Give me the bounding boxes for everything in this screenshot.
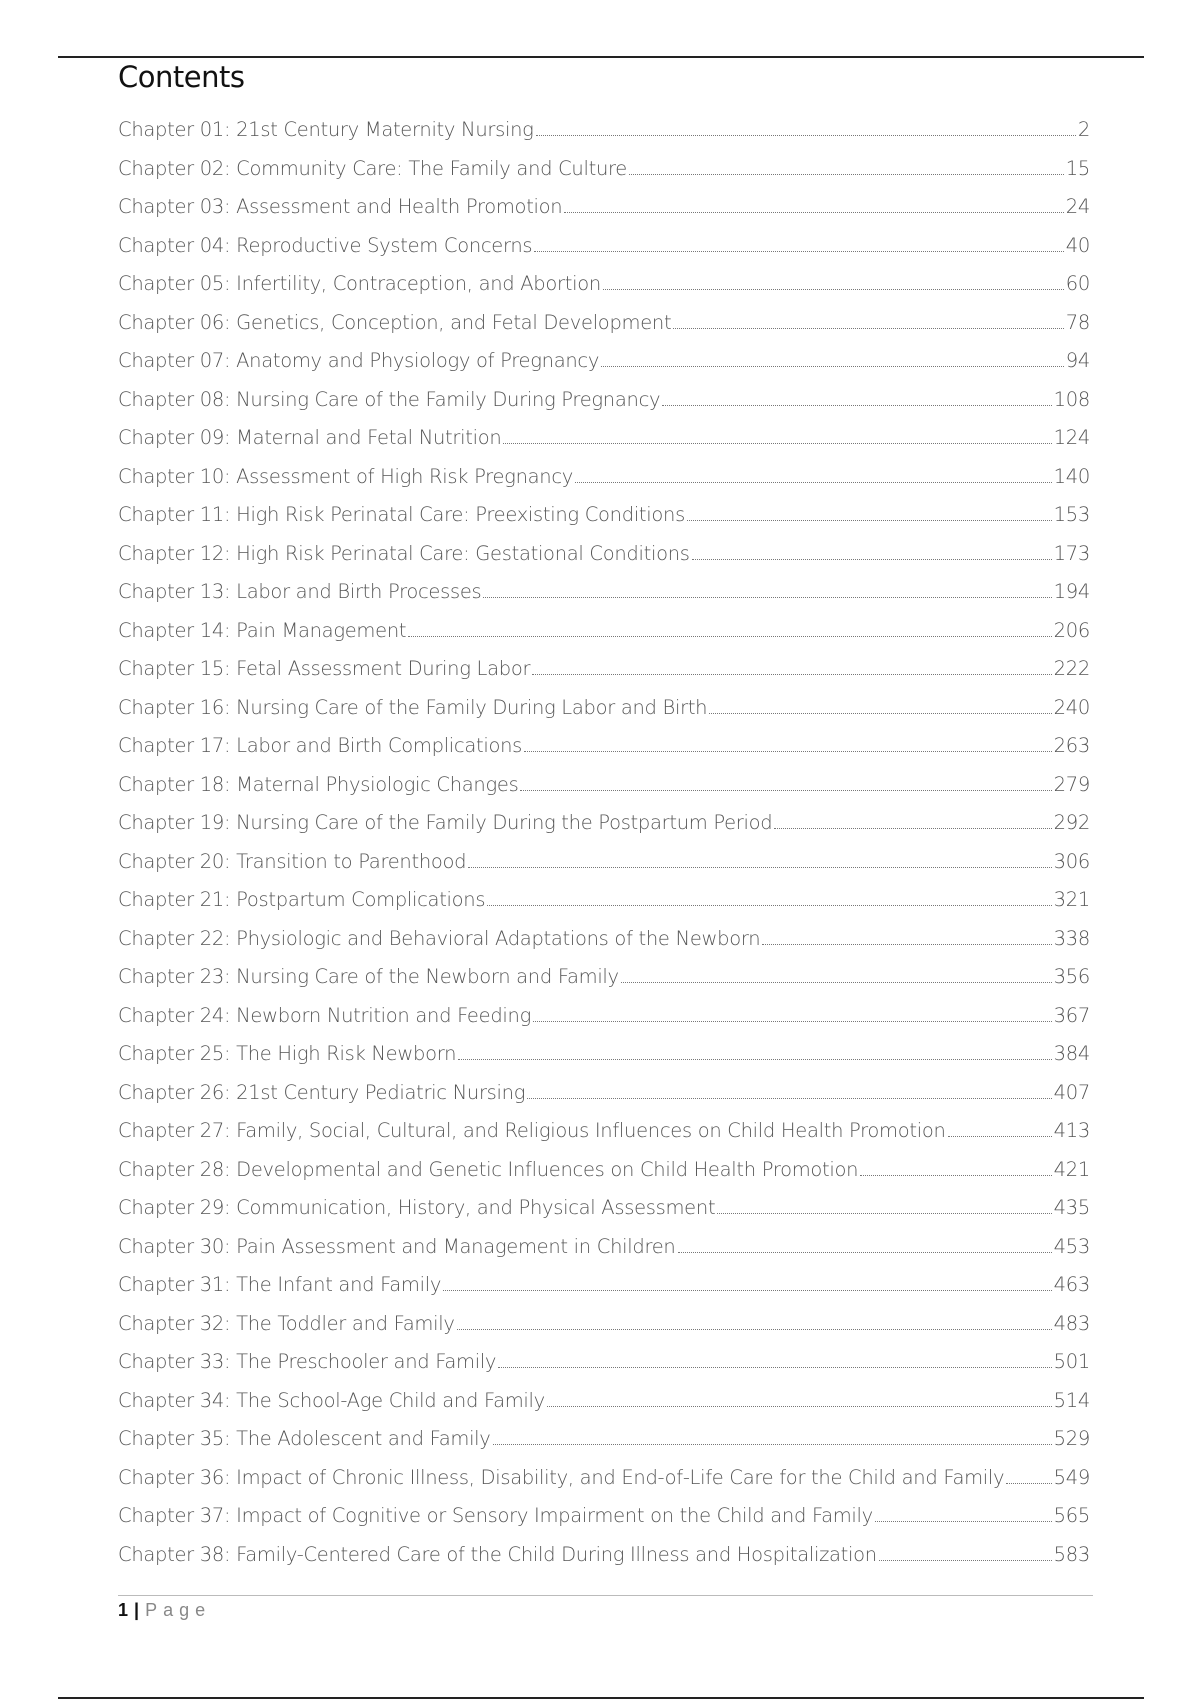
toc-entry-title: Chapter 36: Impact of Chronic Illness, Disability, and End-of-Life Care for the Child and Family (118, 1465, 1005, 1489)
toc-entry-page-number: 279 (1053, 772, 1090, 796)
toc-dot-leader (1006, 1483, 1051, 1484)
toc-entry-page-number: 124 (1053, 426, 1090, 449)
toc-entry-page-number: 2 (1077, 118, 1090, 141)
toc-dot-leader (536, 135, 1076, 136)
toc-entry-title: Chapter 15: Fetal Assessment During Labor (118, 657, 531, 680)
toc-entry[interactable] (118, 804, 1090, 843)
toc-entry-page-number: 263 (1053, 734, 1090, 757)
toc-dot-leader (692, 559, 1052, 560)
toc-entry[interactable] (118, 1035, 1090, 1074)
toc-dot-leader (603, 289, 1064, 290)
toc-entry-title: Chapter 11: High Risk Perinatal Care: Preexisting Conditions (118, 503, 685, 526)
toc-entry-page-number: 94 (1065, 349, 1090, 372)
toc-dot-leader (879, 1560, 1052, 1561)
toc-entry-title: Chapter 22: Physiologic and Behavioral Adaptations of the Newborn (118, 926, 761, 950)
toc-dot-leader (547, 1406, 1052, 1407)
toc-entry[interactable] (118, 265, 1090, 304)
toc-entry-title: Chapter 13: Labor and Birth Processes (118, 580, 482, 603)
page-title: Contents (118, 60, 245, 94)
toc-dot-leader (948, 1136, 1052, 1137)
toc-entry-page-number: 514 (1053, 1388, 1090, 1412)
toc-entry[interactable] (118, 1343, 1090, 1382)
toc-entry-title: Chapter 23: Nursing Care of the Newborn and Family (118, 965, 619, 988)
toc-dot-leader (575, 482, 1052, 483)
toc-entry[interactable] (118, 1266, 1090, 1305)
toc-entry-title: Chapter 14: Pain Management (118, 618, 407, 642)
toc-entry-page-number: 108 (1053, 387, 1090, 411)
toc-entry-title: Chapter 06: Genetics, Conception, and Fetal Development (118, 310, 672, 334)
toc-entry[interactable] (118, 920, 1090, 959)
toc-entry[interactable] (118, 111, 1090, 150)
toc-dot-leader (532, 674, 1051, 675)
toc-dot-leader (774, 828, 1051, 829)
toc-entry-page-number: 40 (1065, 233, 1090, 257)
toc-entry-title: Chapter 16: Nursing Care of the Family During Labor and Birth (118, 695, 708, 719)
toc-entry-page-number: 24 (1065, 195, 1090, 218)
toc-entry[interactable] (118, 1151, 1090, 1190)
toc-entry[interactable] (118, 1459, 1090, 1498)
toc-dot-leader (717, 1213, 1051, 1214)
toc-entry[interactable] (118, 1305, 1090, 1344)
footer-separator: | (134, 1600, 140, 1620)
toc-entry[interactable] (118, 1536, 1090, 1575)
toc-dot-leader (458, 1059, 1052, 1060)
toc-entry-page-number: 421 (1053, 1157, 1090, 1181)
toc-entry-page-number: 306 (1053, 849, 1090, 873)
footer-page-number: 1 (118, 1600, 129, 1620)
toc-entry[interactable] (118, 727, 1090, 766)
toc-entry-title: Chapter 12: High Risk Perinatal Care: Gestational Conditions (118, 541, 690, 565)
toc-entry-page-number: 549 (1053, 1465, 1090, 1489)
toc-entry-title: Chapter 27: Family, Social, Cultural, and Religious Influences on Child Health Promotion (118, 1119, 946, 1142)
toc-entry-page-number: 356 (1053, 965, 1090, 988)
toc-entry-title: Chapter 30: Pain Assessment and Management in Children (118, 1234, 676, 1258)
toc-entry-title: Chapter 02: Community Care: The Family and Culture (118, 156, 627, 180)
toc-entry-page-number: 435 (1053, 1196, 1090, 1219)
toc-dot-leader (527, 1098, 1052, 1099)
toc-dot-leader (520, 790, 1051, 791)
toc-entry-page-number: 292 (1053, 811, 1090, 834)
toc-entry-title: Chapter 35: The Adolescent and Family (118, 1427, 491, 1450)
toc-entry[interactable] (118, 188, 1090, 227)
toc-dot-leader (524, 751, 1052, 752)
toc-dot-leader (493, 1444, 1052, 1445)
toc-entry-title: Chapter 20: Transition to Parenthood (118, 849, 467, 873)
toc-entry-title: Chapter 26: 21st Century Pediatric Nursing (118, 1080, 526, 1104)
toc-entry-title: Chapter 10: Assessment of High Risk Pregnancy (118, 464, 573, 488)
toc-entry-page-number: 583 (1053, 1542, 1090, 1566)
toc-dot-leader (673, 328, 1063, 329)
toc-dot-leader (457, 1329, 1052, 1330)
toc-dot-leader (875, 1521, 1052, 1522)
toc-entry-title: Chapter 01: 21st Century Maternity Nursing (118, 118, 534, 141)
toc-entry-page-number: 78 (1065, 310, 1090, 334)
toc-entry-page-number: 565 (1053, 1504, 1090, 1527)
toc-entry[interactable] (118, 573, 1090, 612)
toc-entry[interactable] (118, 843, 1090, 882)
toc-entry-title: Chapter 09: Maternal and Fetal Nutrition (118, 426, 502, 449)
toc-entry[interactable] (118, 304, 1090, 343)
toc-entry-page-number: 453 (1053, 1234, 1090, 1258)
toc-entry[interactable] (118, 1420, 1090, 1459)
toc-entry[interactable] (118, 496, 1090, 535)
toc-dot-leader (709, 713, 1051, 714)
toc-entry[interactable] (118, 1382, 1090, 1421)
toc-entry-title: Chapter 33: The Preschooler and Family (118, 1350, 497, 1373)
toc-entry-title: Chapter 19: Nursing Care of the Family During the Postpartum Period (118, 811, 773, 834)
toc-entry[interactable] (118, 150, 1090, 189)
toc-entry-page-number: 153 (1053, 503, 1090, 526)
toc-dot-leader (534, 251, 1063, 252)
toc-entry[interactable] (118, 997, 1090, 1036)
toc-dot-leader (408, 636, 1051, 637)
footer-rule (118, 1595, 1093, 1596)
toc-entry-title: Chapter 37: Impact of Cognitive or Sensory Impairment on the Child and Family (118, 1504, 873, 1527)
toc-entry-title: Chapter 25: The High Risk Newborn (118, 1042, 457, 1065)
toc-entry-page-number: 15 (1065, 156, 1090, 180)
toc-entry[interactable] (118, 958, 1090, 997)
toc-entry-title: Chapter 03: Assessment and Health Promotion (118, 195, 563, 218)
toc-entry[interactable] (118, 535, 1090, 574)
toc-dot-leader (601, 366, 1064, 367)
toc-entry-page-number: 338 (1053, 926, 1090, 950)
table-of-contents (118, 111, 1090, 1574)
toc-dot-leader (762, 944, 1051, 945)
toc-entry-title: Chapter 21: Postpartum Complications (118, 888, 486, 911)
toc-dot-leader (443, 1290, 1052, 1291)
toc-entry-page-number: 413 (1053, 1119, 1090, 1142)
toc-entry-page-number: 194 (1053, 580, 1090, 603)
toc-entry[interactable] (118, 1497, 1090, 1536)
toc-entry[interactable] (118, 1228, 1090, 1267)
toc-entry-page-number: 240 (1053, 695, 1090, 719)
toc-dot-leader (503, 443, 1051, 444)
toc-entry-page-number: 384 (1053, 1042, 1090, 1065)
toc-dot-leader (621, 982, 1052, 983)
toc-entry-title: Chapter 32: The Toddler and Family (118, 1311, 455, 1335)
toc-dot-leader (468, 867, 1051, 868)
toc-dot-leader (564, 212, 1063, 213)
top-rule (58, 56, 1144, 58)
toc-entry-title: Chapter 34: The School-Age Child and Family (118, 1388, 545, 1412)
toc-entry-title: Chapter 05: Infertility, Contraception, and Abortion (118, 272, 601, 295)
toc-dot-leader (678, 1252, 1052, 1253)
toc-entry[interactable] (118, 881, 1090, 920)
toc-dot-leader (533, 1021, 1052, 1022)
toc-entry-title: Chapter 08: Nursing Care of the Family During Pregnancy (118, 387, 661, 411)
toc-dot-leader (498, 1367, 1051, 1368)
toc-entry-page-number: 173 (1053, 541, 1090, 565)
toc-entry[interactable] (118, 766, 1090, 805)
toc-entry[interactable] (118, 381, 1090, 420)
toc-entry-title: Chapter 31: The Infant and Family (118, 1273, 442, 1296)
toc-dot-leader (687, 520, 1052, 521)
toc-entry[interactable] (118, 689, 1090, 728)
toc-entry[interactable] (118, 612, 1090, 651)
toc-entry-title: Chapter 17: Labor and Birth Complications (118, 734, 523, 757)
toc-entry[interactable] (118, 1112, 1090, 1151)
toc-dot-leader (662, 405, 1051, 406)
page-footer (118, 1600, 211, 1621)
toc-entry[interactable] (118, 1189, 1090, 1228)
toc-entry-page-number: 407 (1053, 1080, 1090, 1104)
toc-entry[interactable] (118, 419, 1090, 458)
toc-entry-title: Chapter 07: Anatomy and Physiology of Pregnancy (118, 349, 600, 372)
toc-entry-title: Chapter 04: Reproductive System Concerns (118, 233, 533, 257)
toc-entry-page-number: 60 (1065, 272, 1090, 295)
toc-dot-leader (487, 905, 1051, 906)
toc-entry-title: Chapter 28: Developmental and Genetic Influences on Child Health Promotion (118, 1157, 859, 1181)
toc-entry-title: Chapter 29: Communication, History, and Physical Assessment (118, 1196, 716, 1219)
toc-dot-leader (629, 174, 1064, 175)
toc-dot-leader (483, 597, 1051, 598)
toc-entry-title: Chapter 38: Family-Centered Care of the Child During Illness and Hospitalization (118, 1542, 877, 1566)
toc-entry-page-number: 501 (1053, 1350, 1090, 1373)
toc-entry[interactable] (118, 342, 1090, 381)
toc-entry-title: Chapter 24: Newborn Nutrition and Feeding (118, 1003, 531, 1027)
bottom-rule (58, 1697, 1144, 1699)
toc-entry-page-number: 463 (1053, 1273, 1090, 1296)
toc-entry-page-number: 206 (1053, 618, 1090, 642)
toc-dot-leader (860, 1175, 1051, 1176)
toc-entry[interactable] (118, 650, 1090, 689)
toc-entry[interactable] (118, 1074, 1090, 1113)
toc-entry-page-number: 222 (1053, 657, 1090, 680)
toc-entry-page-number: 529 (1053, 1427, 1090, 1450)
toc-entry-page-number: 140 (1053, 464, 1090, 488)
toc-entry-page-number: 483 (1053, 1311, 1090, 1335)
toc-entry-title: Chapter 18: Maternal Physiologic Changes (118, 772, 519, 796)
toc-entry[interactable] (118, 227, 1090, 266)
toc-entry-page-number: 321 (1053, 888, 1090, 911)
toc-entry-page-number: 367 (1053, 1003, 1090, 1027)
footer-page-label: Page (145, 1600, 212, 1620)
toc-entry[interactable] (118, 458, 1090, 497)
